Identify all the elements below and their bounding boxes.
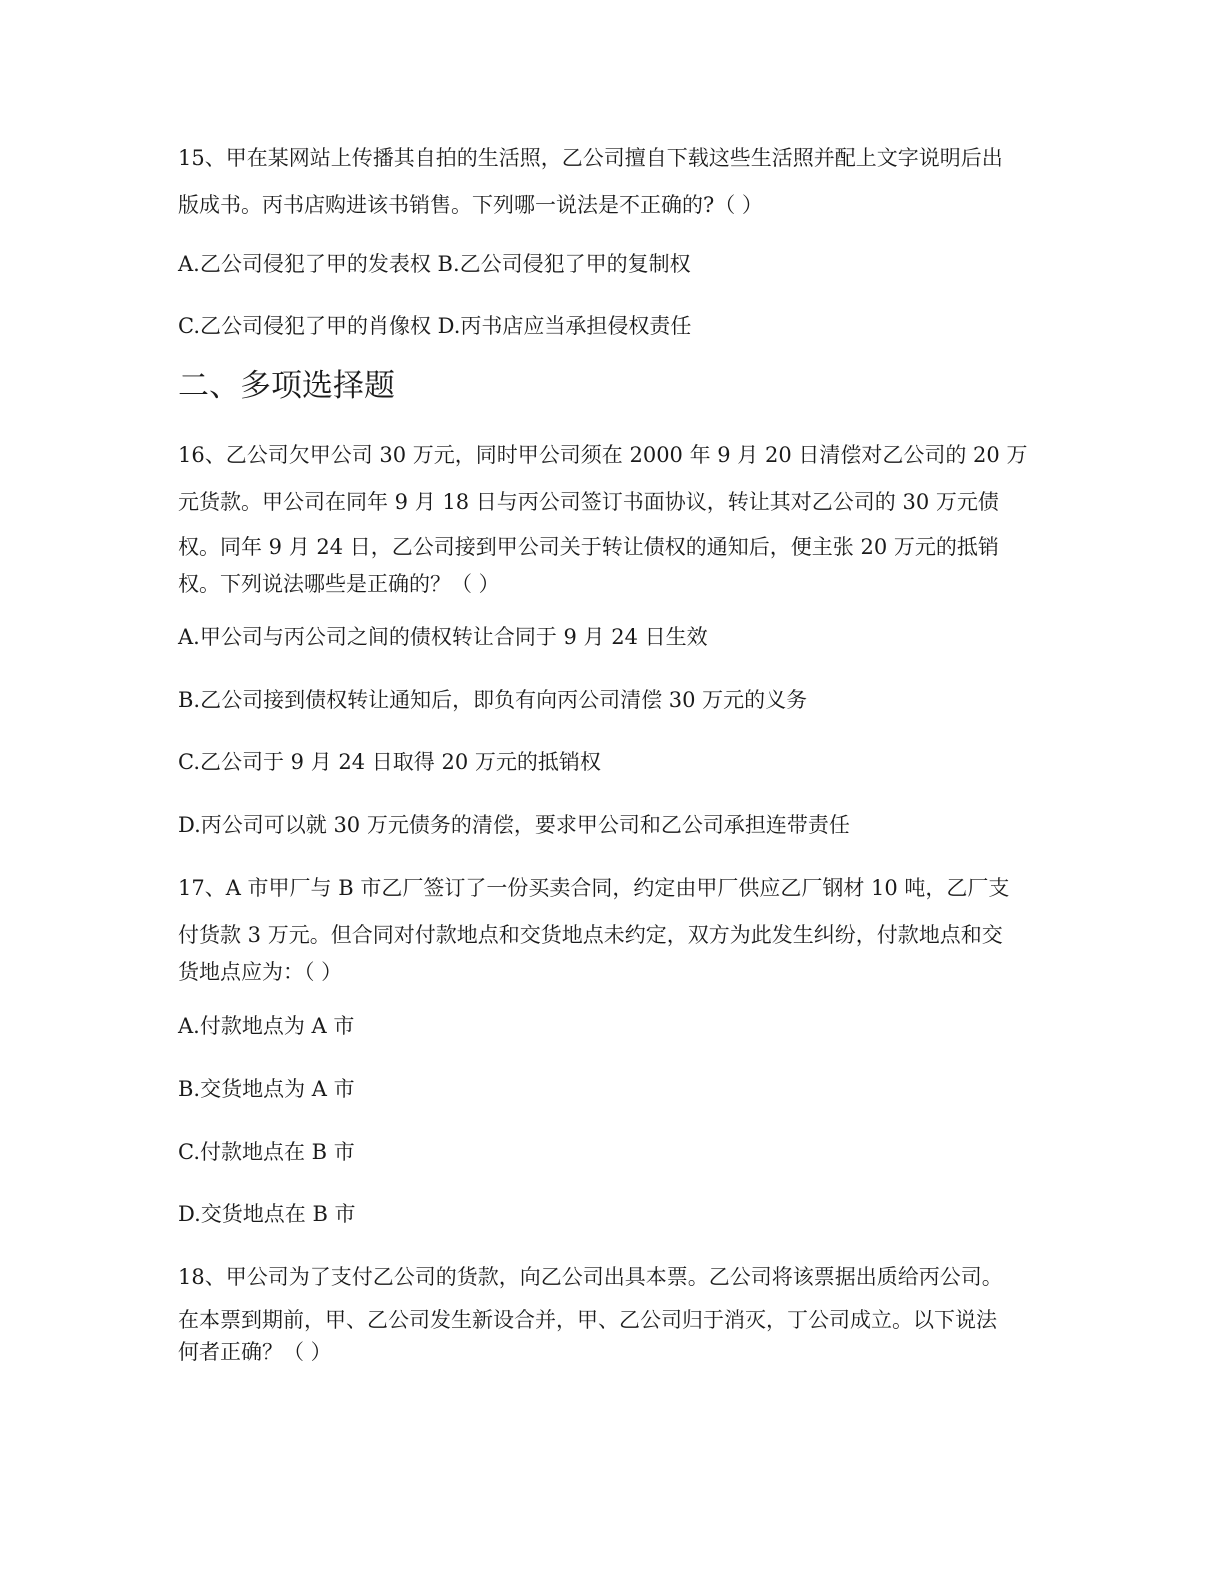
q16-option-d: D.丙公司可以就 30 万元债务的清偿，要求甲公司和乙公司承担连带责任 — [178, 813, 850, 837]
q16-option-c: C.乙公司于 9 月 24 日取得 20 万元的抵销权 — [178, 750, 601, 774]
q17-stem-line-3: 货地点应为：（ ） — [178, 960, 343, 984]
q17-stem-line-2: 付货款 3 万元。但合同对付款地点和交货地点未约定，双方为此发生纠纷，付款地点和交 — [178, 923, 1003, 947]
section-heading: 二、多项选择题 — [178, 368, 395, 404]
q16-stem-line-1: 16、乙公司欠甲公司 30 万元，同时甲公司须在 2000 年 9 月 20 日清偿对乙公司的 20 万 — [178, 443, 1028, 467]
q17-option-d: D.交货地点在 B 市 — [178, 1202, 356, 1226]
q15-option-ab: A.乙公司侵犯了甲的发表权 B.乙公司侵犯了甲的复制权 — [178, 252, 691, 276]
q18-stem-line-2: 在本票到期前，甲、乙公司发生新设合并，甲、乙公司归于消灭，丁公司成立。以下说法 — [178, 1308, 997, 1332]
q17-stem-line-1: 17、A 市甲厂与 B 市乙厂签订了一份买卖合同，约定由甲厂供应乙厂钢材 10 吨，乙厂支 — [178, 876, 1010, 900]
q16-stem-line-4: 权。下列说法哪些是正确的？（ ） — [178, 572, 500, 596]
q15-option-cd: C.乙公司侵犯了甲的肖像权 D.丙书店应当承担侵权责任 — [178, 314, 692, 338]
q17-option-c: C.付款地点在 B 市 — [178, 1140, 355, 1164]
q17-option-a: A.付款地点为 A 市 — [178, 1014, 355, 1038]
q16-option-b: B.乙公司接到债权转让通知后，即负有向丙公司清偿 30 万元的义务 — [178, 688, 808, 712]
q18-stem-line-1: 18、甲公司为了支付乙公司的货款，向乙公司出具本票。乙公司将该票据出质给丙公司。 — [178, 1265, 1003, 1289]
q16-stem-line-3: 权。同年 9 月 24 日，乙公司接到甲公司关于转让债权的通知后，便主张 20 万元的抵销 — [178, 535, 999, 559]
q15-stem-line-2: 版成书。丙书店购进该书销售。下列哪一说法是不正确的?（ ） — [178, 193, 763, 217]
q16-option-a: A.甲公司与丙公司之间的债权转让合同于 9 月 24 日生效 — [178, 625, 708, 649]
q17-option-b: B.交货地点为 A 市 — [178, 1077, 355, 1101]
q18-stem-line-3: 何者正确？（ ） — [178, 1340, 332, 1364]
q15-stem-line-1: 15、甲在某网站上传播其自拍的生活照，乙公司擅自下载这些生活照并配上文字说明后出 — [178, 146, 1003, 170]
q16-stem-line-2: 元货款。甲公司在同年 9 月 18 日与丙公司签订书面协议，转让其对乙公司的 30 万元债 — [178, 490, 999, 514]
